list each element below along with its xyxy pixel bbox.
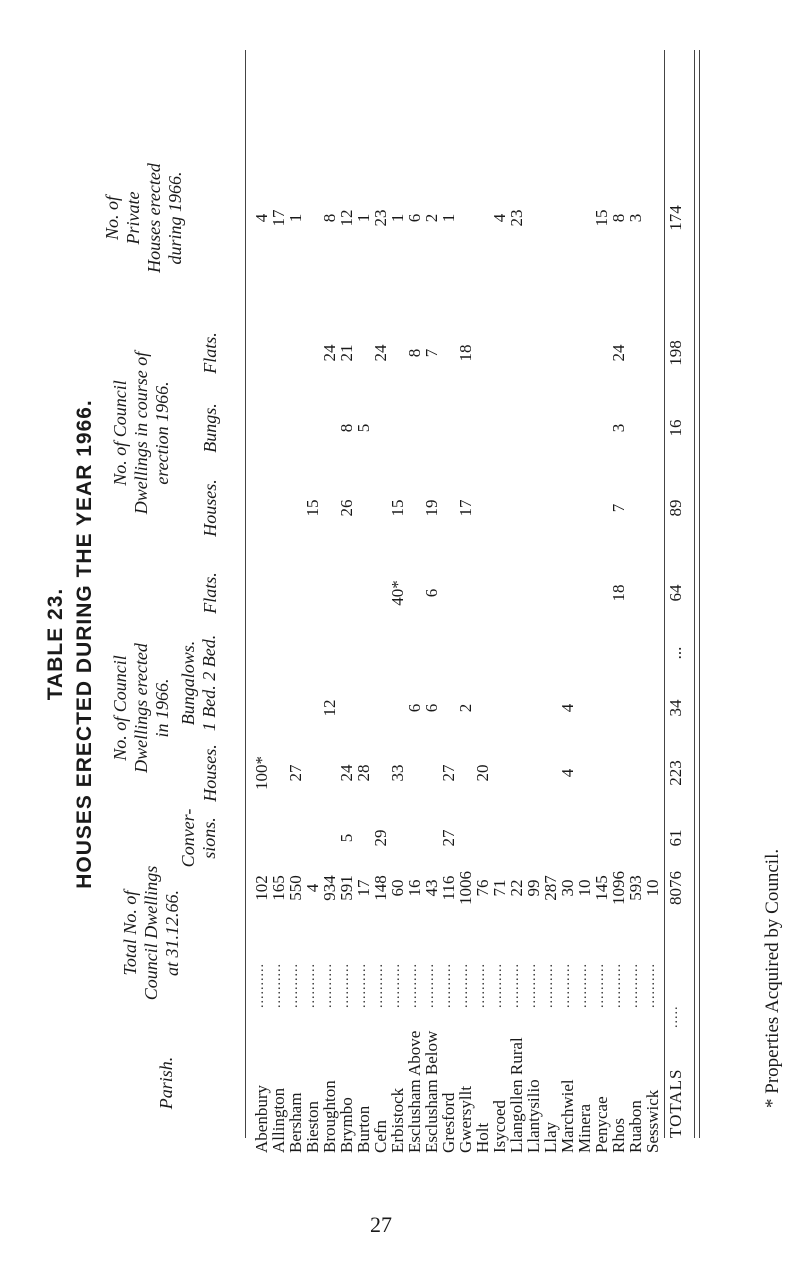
- leader-dots: ..........: [609, 963, 624, 1008]
- leader-dots: ..........: [439, 963, 454, 1008]
- parish-name: Esclusham Above: [405, 1030, 424, 1153]
- table-number: TABLE 23.: [44, 587, 67, 701]
- parish-name: Llay: [541, 1121, 560, 1153]
- total-value: 10: [575, 879, 594, 897]
- column-headers: [100, 0, 242, 1288]
- header-flats: Flats.: [200, 572, 220, 614]
- total-value: 30: [558, 879, 577, 897]
- course-flats-value: 8: [405, 348, 424, 358]
- header-parish: Parish.: [156, 1056, 176, 1110]
- private-value: 1: [354, 213, 373, 223]
- totals-course-bungs: 16: [666, 419, 685, 437]
- parish-name: Broughton: [320, 1080, 339, 1153]
- total-value: 71: [490, 879, 509, 897]
- course-flats-value: 18: [456, 344, 475, 362]
- header-conversions: [178, 808, 220, 868]
- header-course-line: erection 1966.: [152, 381, 172, 485]
- totals-double-rule: [694, 50, 700, 1138]
- private-value: 8: [609, 213, 628, 223]
- private-value: 23: [371, 209, 390, 227]
- course-bungs-value: 5: [354, 423, 373, 433]
- table-title: [44, 0, 102, 1288]
- total-value: 148: [371, 875, 390, 901]
- flats-value: 18: [609, 584, 628, 602]
- leader-dots: ..........: [422, 963, 437, 1008]
- course-flats-value: 24: [320, 344, 339, 362]
- private-value: 3: [626, 213, 645, 223]
- parish-name: Gresford: [439, 1092, 458, 1153]
- total-value: 165: [269, 875, 288, 901]
- course-flats-value: 24: [609, 344, 628, 362]
- totals-course-houses: 89: [666, 499, 685, 517]
- private-value: 12: [337, 209, 356, 227]
- houses-value: 100*: [252, 756, 271, 790]
- bungalow-1bed-value: 6: [422, 703, 441, 713]
- leader-dots: ..........: [354, 963, 369, 1008]
- header-course-line: No. of Council: [110, 380, 130, 486]
- parish-name: Allington: [269, 1087, 288, 1153]
- parish-name: Brymbo: [337, 1097, 356, 1153]
- private-value: 1: [439, 213, 458, 223]
- parish-name: Llantysilio: [524, 1079, 543, 1153]
- parish-name: Llangollen Rural: [507, 1037, 526, 1153]
- total-value: 4: [303, 883, 322, 893]
- total-value: 550: [286, 875, 305, 901]
- bungalow-1bed-value: 4: [558, 703, 577, 713]
- header-total-line: Total No. of: [120, 890, 140, 976]
- parish-name: Esclusham Below: [422, 1030, 441, 1153]
- totals-dots: .....: [666, 1005, 681, 1028]
- parish-name: Penycae: [592, 1096, 611, 1153]
- header-divider: [245, 50, 246, 1138]
- header-bungalows-line: 1 Bed. 2 Bed.: [199, 634, 219, 732]
- private-value: 6: [405, 213, 424, 223]
- total-value: 17: [354, 879, 373, 897]
- conversions-value: 5: [337, 833, 356, 843]
- total-value: 287: [541, 875, 560, 901]
- total-value: 116: [439, 875, 458, 901]
- private-value: 23: [507, 209, 526, 227]
- leader-dots: ..........: [371, 963, 386, 1008]
- total-value: 102: [252, 875, 271, 901]
- total-value: 934: [320, 875, 339, 901]
- header-erected-line: Dwellings erected: [131, 643, 151, 773]
- parish-name: Bersham: [286, 1092, 305, 1153]
- page-number: 27: [370, 1212, 392, 1237]
- houses-value: 27: [439, 764, 458, 782]
- totals-course-flats: 198: [666, 340, 685, 366]
- parish-name: Gwersyllt: [456, 1085, 475, 1153]
- houses-value: 24: [337, 764, 356, 782]
- header-conversions-line: Conver-: [178, 808, 198, 868]
- totals-conversions: 61: [666, 829, 685, 847]
- leader-dots: ..........: [643, 963, 658, 1008]
- total-value: 60: [388, 879, 407, 897]
- parish-name: Isycoed: [490, 1100, 509, 1153]
- course-bungs-value: 8: [337, 423, 356, 433]
- header-erected-line: in 1966.: [152, 678, 172, 738]
- total-value: 591: [337, 875, 356, 901]
- leader-dots: ..........: [456, 963, 471, 1008]
- private-value: 17: [269, 209, 288, 227]
- leader-dots: ..........: [541, 963, 556, 1008]
- parish-name: Marchwiel: [558, 1079, 577, 1153]
- totals-bungalow-1bed: 34: [666, 699, 685, 717]
- conversions-value: 29: [371, 829, 390, 847]
- leader-dots: ..........: [524, 963, 539, 1008]
- parish-name: Erbistock: [388, 1087, 407, 1153]
- leader-dots: ..........: [490, 963, 505, 1008]
- private-value: 4: [252, 213, 271, 223]
- flats-value: 40*: [388, 580, 407, 606]
- course-flats-value: 21: [337, 344, 356, 362]
- total-value: 1096: [609, 871, 628, 905]
- bungalow-1bed-value: 6: [405, 703, 424, 713]
- parish-name: Burton: [354, 1105, 373, 1153]
- bungalow-1bed-value: 12: [320, 699, 339, 717]
- houses-value: 27: [286, 764, 305, 782]
- conversions-value: 27: [439, 829, 458, 847]
- total-value: 99: [524, 879, 543, 897]
- parish-name: Abenbury: [252, 1085, 271, 1153]
- total-value: 593: [626, 875, 645, 901]
- houses-value: 20: [473, 764, 492, 782]
- totals-flats: 64: [666, 584, 685, 602]
- leader-dots: ..........: [286, 963, 301, 1008]
- parish-name: Rhos: [609, 1118, 628, 1153]
- course-houses-value: 15: [303, 499, 322, 517]
- total-value: 43: [422, 879, 441, 897]
- course-flats-value: 7: [422, 348, 441, 358]
- private-value: 2: [422, 213, 441, 223]
- header-private-line: during 1966.: [165, 171, 185, 265]
- totals-divider: [664, 50, 665, 1138]
- leader-dots: ..........: [337, 963, 352, 1008]
- totals-total: 8076: [666, 871, 685, 905]
- course-houses-value: 19: [422, 499, 441, 517]
- private-value: 8: [320, 213, 339, 223]
- leader-dots: ..........: [405, 963, 420, 1008]
- leader-dots: ..........: [473, 963, 488, 1008]
- leader-dots: ..........: [575, 963, 590, 1008]
- header-private: [102, 138, 186, 298]
- header-course-flats: Flats.: [200, 332, 220, 374]
- leader-dots: ..........: [320, 963, 335, 1008]
- header-total-line: at 31.12.66.: [162, 890, 182, 977]
- houses-value: 4: [558, 768, 577, 778]
- totals-houses: 223: [666, 760, 685, 786]
- leader-dots: ..........: [507, 963, 522, 1008]
- header-course-line: Dwellings in course of: [131, 351, 151, 515]
- bungalow-1bed-value: 2: [456, 703, 475, 713]
- total-value: 1006: [456, 871, 475, 905]
- totals-private: 174: [666, 205, 685, 231]
- header-private-line: Houses erected: [144, 163, 164, 273]
- header-course-houses: Houses.: [200, 479, 220, 537]
- course-flats-value: 24: [371, 344, 390, 362]
- total-value: 10: [643, 879, 662, 897]
- course-houses-value: 26: [337, 499, 356, 517]
- table-row: [643, 0, 665, 1288]
- houses-value: 33: [388, 764, 407, 782]
- total-value: 16: [405, 879, 424, 897]
- parish-name: Cefn: [371, 1119, 390, 1153]
- header-bungalows: [178, 628, 220, 738]
- private-value: 1: [388, 213, 407, 223]
- leader-dots: ..........: [558, 963, 573, 1008]
- totals-row: [666, 0, 692, 1288]
- header-bungalows-line: Bungalows.: [178, 640, 198, 726]
- table-heading: HOUSES ERECTED DURING THE YEAR 1966.: [73, 399, 96, 889]
- flats-value: 6: [422, 588, 441, 598]
- leader-dots: ..........: [626, 963, 641, 1008]
- leader-dots: ..........: [252, 963, 267, 1008]
- header-total: [120, 858, 183, 1008]
- leader-dots: ..........: [592, 963, 607, 1008]
- private-value: 4: [490, 213, 509, 223]
- course-houses-value: 17: [456, 499, 475, 517]
- header-private-line: Private: [123, 191, 143, 245]
- parish-name: Bieston: [303, 1101, 322, 1153]
- parish-name: Sesswick: [643, 1089, 662, 1153]
- total-value: 76: [473, 879, 492, 897]
- header-course-bungs: Bungs.: [200, 403, 220, 453]
- total-value: 145: [592, 875, 611, 901]
- leader-dots: ..........: [269, 963, 284, 1008]
- header-conversions-line: sions.: [199, 817, 219, 859]
- leader-dots: ..........: [303, 963, 318, 1008]
- header-total-line: Council Dwellings: [141, 865, 161, 1001]
- course-houses-value: 7: [609, 503, 628, 513]
- header-erected-line: No. of Council: [110, 655, 130, 761]
- totals-bungalow-2bed: ...: [666, 646, 685, 660]
- header-erected-group: [110, 598, 173, 818]
- course-bungs-value: 3: [609, 423, 628, 433]
- parish-name: Holt: [473, 1122, 492, 1153]
- header-private-line: No. of: [102, 196, 122, 241]
- private-value: 1: [286, 213, 305, 223]
- parish-name: Ruabon: [626, 1100, 645, 1153]
- footnote: * Properties Acquired by Council.: [762, 848, 783, 1108]
- parish-name: Minera: [575, 1103, 594, 1153]
- leader-dots: ..........: [388, 963, 403, 1008]
- private-value: 15: [592, 209, 611, 227]
- header-houses: Houses.: [200, 744, 220, 802]
- total-value: 22: [507, 879, 526, 897]
- totals-label: TOTALS: [666, 1068, 685, 1138]
- course-houses-value: 15: [388, 499, 407, 517]
- houses-value: 28: [354, 764, 373, 782]
- header-course-group: [110, 318, 173, 548]
